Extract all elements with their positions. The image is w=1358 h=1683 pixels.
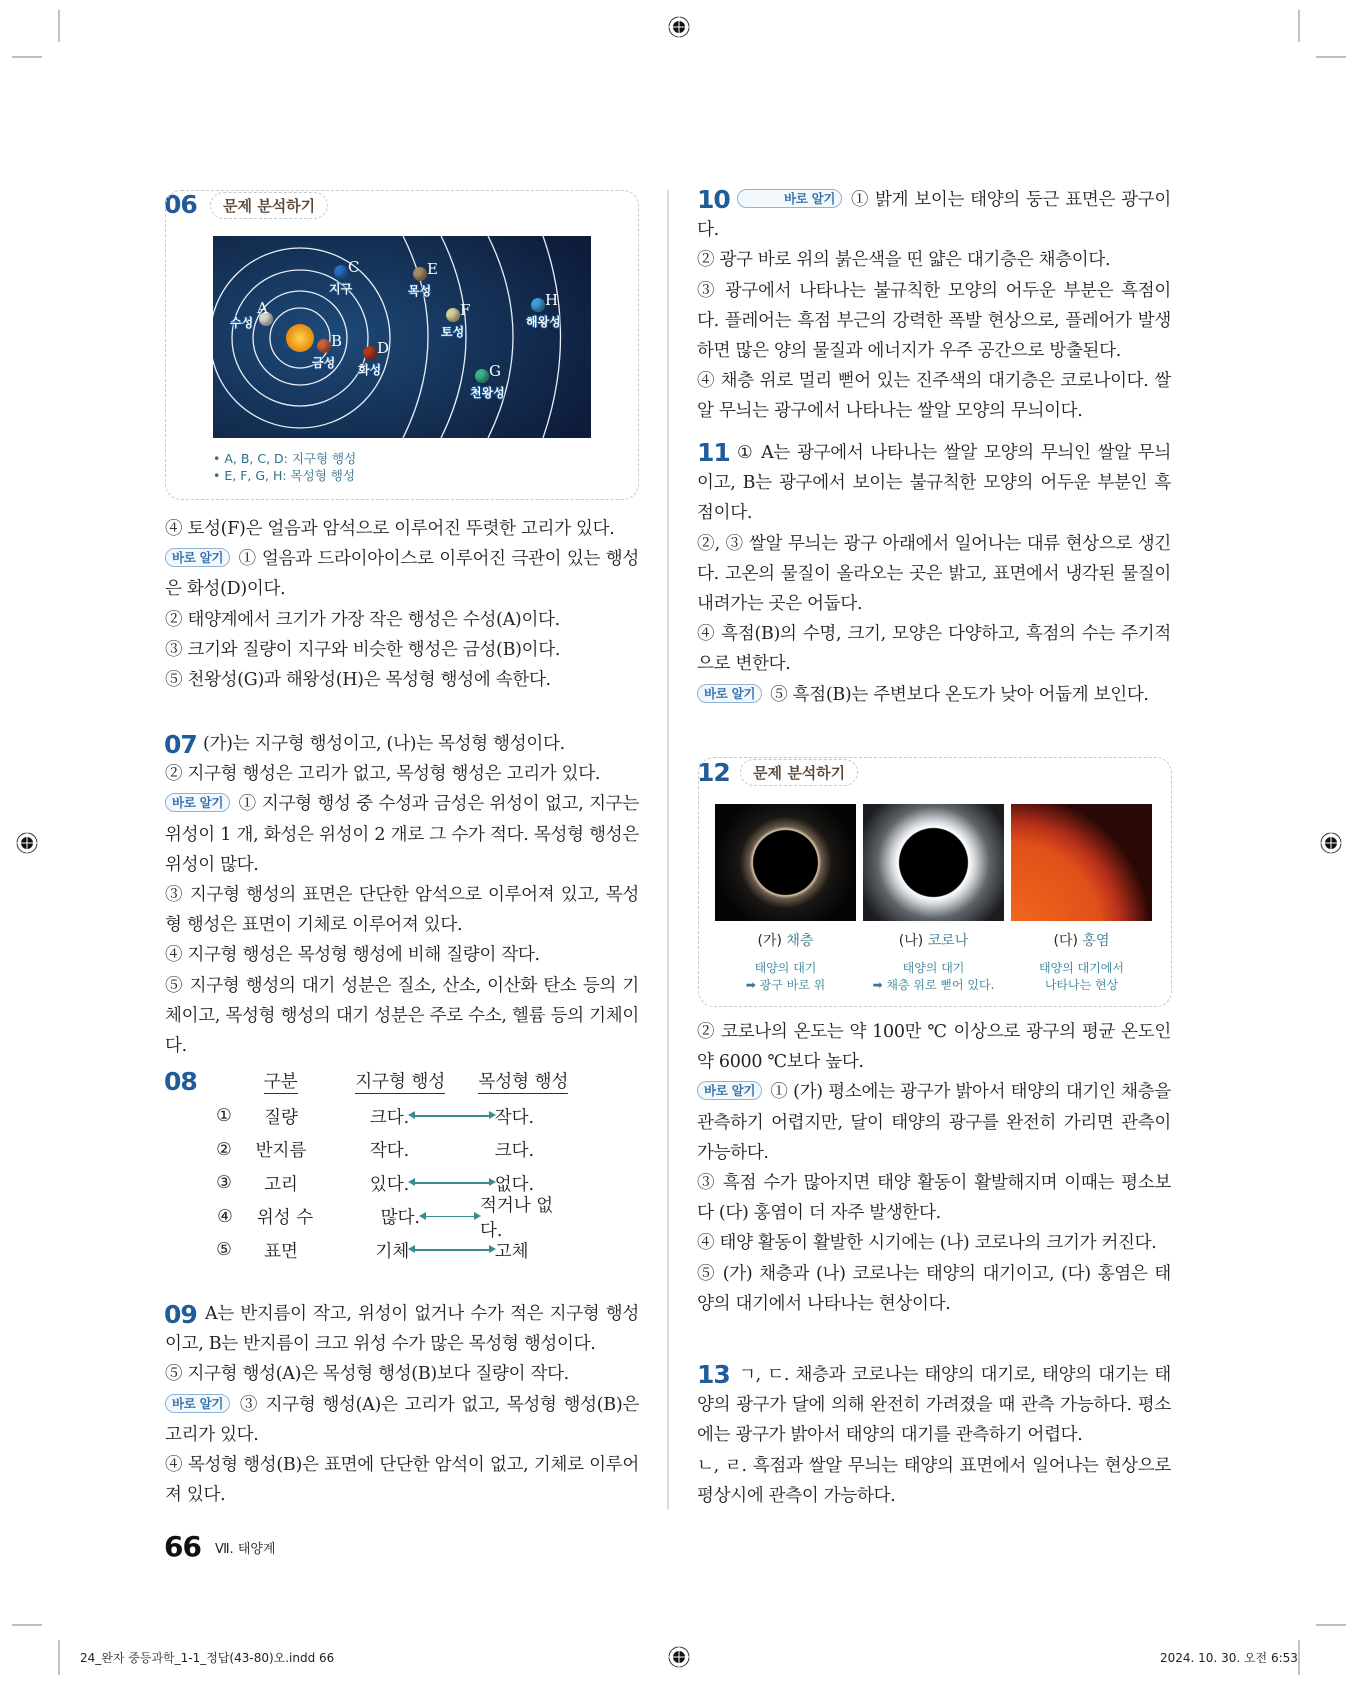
answer-text: ② 태양계에서 크기가 가장 작은 행성은 수성(A)이다.: [165, 609, 560, 630]
caption-title: [715, 930, 856, 950]
planet-name: 금성: [312, 356, 336, 370]
analysis-label-12: 문제 분석하기: [740, 759, 858, 786]
answer-text: ① (가) 평소에는 광구가 밝아서 태양의 대기인 채층을 관측하기 어렵지만, 달이 태양의 광구를 완전히 가리면 관측이 가능하다.: [697, 1082, 1171, 1163]
planet-name: 수성: [230, 316, 254, 330]
answer-text: ③ 지구형 행성의 표면은 단단한 암석으로 이루어져 있고, 목성형 행성은 표면이 기체로 이루어져 있다.: [165, 885, 639, 936]
answer-paragraph: [165, 1450, 639, 1510]
row-category: 고리: [264, 1174, 298, 1195]
table-row: [205, 1100, 585, 1134]
answer-paragraph: [165, 729, 639, 759]
answer-11: [697, 438, 1171, 710]
arrow-cell: [409, 1182, 495, 1184]
chapter-label: Ⅶ. 태양계: [215, 1542, 276, 1557]
answer-text: ②, ③ 쌀알 무늬는 광구 아래에서 일어나는 대류 현상으로 생긴다. 고온의 물질이 올라오는 곳은 밝고, 표면에서 냉각된 물질이 내려가는 곳은 어둡다.: [697, 533, 1171, 615]
terrestrial-value: 작다.: [369, 1141, 410, 1162]
arrow-cell: [409, 1249, 495, 1251]
caption-desc-1: 태양의 대기에서: [1039, 961, 1124, 975]
answer-09: [165, 1299, 639, 1510]
answer-text: ⑤ 지구형 행성의 대기 성분은 질소, 산소, 이산화 탄소 등의 기체이고, 목성형 행성의 대기 성분은 주로 수소, 헬륨 등의 기체이다.: [165, 975, 639, 1057]
answer-paragraph: [165, 544, 639, 604]
caption-tag: (나): [898, 933, 924, 949]
analysis-label-06: 문제 분석하기: [210, 192, 328, 219]
caption-desc: [863, 960, 1004, 994]
answer-paragraph: [697, 1360, 1171, 1451]
answer-paragraph: [697, 1168, 1171, 1228]
caption-desc: [715, 960, 856, 994]
answer-text: ② 지구형 행성은 고리가 없고, 목성형 행성은 고리가 있다.: [165, 764, 601, 785]
answer-text: ① A는 광구에서 나타나는 쌀알 모양의 무늬인 쌀알 무늬이고, B는 광구에서 보이는 불규칙한 모양의 어두운 부분인 흑점이다.: [697, 443, 1171, 524]
answer-paragraph: [697, 245, 1171, 275]
answer-paragraph: [165, 971, 639, 1062]
terrestrial-value: 크다.: [369, 1107, 410, 1128]
answer-paragraph: [697, 366, 1171, 426]
planet-g: [475, 369, 489, 383]
header-jovian: 목성형 행성: [478, 1072, 569, 1093]
correct-answer-badge: 바로 알기: [165, 793, 230, 812]
caption-desc-1: 태양의 대기: [902, 961, 965, 975]
answer-10: [697, 185, 1171, 427]
answer-paragraph: [165, 605, 639, 635]
registration-mark-left: [13, 829, 41, 857]
answer-13: [697, 1360, 1171, 1511]
caption-name: 홍염: [1082, 933, 1110, 949]
legend-terrestrial: • A, B, C, D: 지구형 행성: [213, 451, 357, 466]
question-number-08: 08: [164, 1067, 197, 1096]
answer-text: ① 지구형 행성 중 수성과 금성은 위성이 없고, 지구는 위성이 1 개, 화성은 위성이 2 개로 그 수가 적다. 목성형 행성은 위성이 많다.: [165, 794, 639, 875]
question-number-10: 10: [697, 185, 730, 214]
answer-text: A는 반지름이 작고, 위성이 없거나 수가 적은 지구형 행성이고, B는 반지름이 크고 위성 수가 많은 목성형 행성이다.: [165, 1304, 639, 1355]
planet-b: [317, 339, 331, 353]
planet-letter: A: [257, 299, 268, 317]
answer-text: ② 광구 바로 위의 붉은색을 띤 얇은 대기층은 채층이다.: [697, 250, 1111, 271]
answer-text: ③ 크기와 질량이 지구와 비슷한 행성은 금성(B)이다.: [165, 639, 561, 660]
double-arrow-icon: [412, 1115, 492, 1117]
planet-letter: D: [377, 339, 390, 357]
answer-text: ㄱ, ㄷ. 채층과 코로나는 태양의 대기로, 태양의 대기는 태양의 광구가 달에 의해 완전히 가려졌을 때 관측 가능하다. 평소에는 광구가 밝아서 태양의 대기를 관측하기 어렵다.: [697, 1365, 1171, 1446]
double-arrow-icon: [412, 1182, 492, 1184]
answer-text: ① 얼음과 드라이아이스로 이루어진 극관이 있는 행성은 화성(D)이다.: [165, 549, 639, 600]
photo-caption: [863, 930, 1004, 994]
answer-paragraph: [165, 635, 639, 665]
answer-paragraph: [165, 789, 639, 880]
caption-name: 채층: [786, 933, 814, 949]
planet-e: [413, 267, 427, 281]
caption-desc-1: 태양의 대기: [754, 961, 817, 975]
question-number-12: 12: [697, 758, 730, 787]
photo-caption: [1011, 930, 1152, 994]
answer-paragraph: [165, 880, 639, 940]
answer-text: ③ 지구형 행성(A)은 고리가 없고, 목성형 행성(B)은 고리가 있다.: [165, 1394, 639, 1445]
jovian-value: 크다.: [494, 1141, 535, 1162]
planet-h: [531, 298, 545, 312]
correct-answer-badge: 바로 알기: [165, 1394, 230, 1413]
table-row: [205, 1195, 585, 1241]
planet-letter: F: [460, 301, 471, 319]
answer-07: [165, 729, 639, 1061]
row-category: 위성 수: [256, 1208, 314, 1229]
answer-paragraph: [697, 1077, 1171, 1168]
question-number-06: 06: [164, 190, 197, 219]
caption-desc: [1011, 960, 1152, 994]
chromosphere-photo: [715, 804, 856, 921]
table-row: [205, 1234, 585, 1268]
answer-text: ⑤ 지구형 행성(A)은 목성형 행성(B)보다 질량이 작다.: [165, 1364, 569, 1385]
answer-text: ③ 흑점 수가 많아지면 태양 활동이 활발해지며 이때는 평소보다 (다) 홍염이 더 자주 발생한다.: [697, 1173, 1171, 1224]
caption-title: [1011, 930, 1152, 950]
caption-name: 코로나: [927, 933, 969, 949]
row-number: ②: [216, 1139, 232, 1160]
answer-text: ④ 목성형 행성(B)은 표면에 단단한 암석이 없고, 기체로 이루어져 있다.: [165, 1455, 639, 1506]
planet-name: 토성: [441, 325, 465, 339]
jovian-value: 작다.: [494, 1107, 535, 1128]
planet-d: [363, 346, 377, 360]
terrestrial-value: 기체: [375, 1241, 410, 1262]
planet-letter: G: [489, 362, 501, 380]
terrestrial-value: 많다.: [380, 1208, 420, 1229]
answer-paragraph: [165, 1299, 639, 1359]
header-terrestrial: 지구형 행성: [355, 1072, 446, 1093]
planet-letter: C: [348, 258, 360, 276]
answer-paragraph: [697, 680, 1171, 710]
answer-paragraph: [697, 1259, 1171, 1319]
correct-answer-badge: 바로 알기: [697, 684, 762, 703]
answer-text: ④ 태양 활동이 활발한 시기에는 (나) 코로나의 크기가 커진다.: [697, 1233, 1157, 1254]
answer-text: ④ 채층 위로 멀리 뻗어 있는 진주색의 대기층은 코로나이다. 쌀알 무늬는 광구에서 나타나는 쌀알 모양의 무늬이다.: [697, 371, 1171, 422]
answer-paragraph: [697, 438, 1171, 529]
answer-06: [165, 514, 639, 695]
answer-text: ③ 광구에서 나타나는 불규칙한 모양의 어두운 부분은 흑점이다. 플레어는 흑점 부근의 강력한 폭발 현상으로, 플레어가 발생하면 많은 양의 물질과 에너지가 우주 공간으로 방출된다.: [697, 280, 1171, 362]
header-category: 구분: [263, 1072, 298, 1093]
terrestrial-value: 있다.: [369, 1174, 410, 1195]
planet-f: [446, 308, 460, 322]
double-arrow-icon: [412, 1249, 492, 1251]
arrow-cell: [409, 1115, 495, 1117]
registration-mark-bottom: [665, 1643, 693, 1671]
planet-name: 천왕성: [470, 386, 505, 400]
question-number-11: 11: [697, 438, 730, 467]
answer-paragraph: [165, 665, 639, 695]
planet-c: [334, 265, 348, 279]
answer-paragraph: [697, 276, 1171, 367]
jovian-value: 고체: [494, 1241, 529, 1262]
jovian-value: 없다.: [494, 1174, 535, 1195]
planet-layer: [213, 236, 591, 438]
footer-filename: 24_완자 중등과학_1-1_정답(43-80)오.indd 66: [80, 1651, 335, 1665]
comparison-table-08: [205, 1066, 585, 1267]
answer-text: ② 코로나의 온도는 약 100만 ℃ 이상으로 광구의 평균 온도인 약 6000 ℃보다 높다.: [697, 1022, 1171, 1073]
answer-12: [697, 1017, 1171, 1319]
answer-paragraph: [165, 514, 639, 544]
answer-paragraph: [165, 1390, 639, 1450]
correct-answer-badge: 바로 알기: [165, 548, 230, 567]
answer-text: ④ 흑점(B)의 수명, 크기, 모양은 다양하고, 흑점의 수는 주기적으로 변한다.: [697, 624, 1171, 675]
diagram-legend: [213, 450, 356, 484]
planet-name: 화성: [358, 363, 382, 377]
row-number: ①: [216, 1106, 232, 1127]
answer-text: ④ 토성(F)은 얼음과 암석으로 이루어진 뚜렷한 고리가 있다.: [165, 519, 615, 539]
question-number-07: 07: [164, 730, 197, 759]
answer-paragraph: [697, 1228, 1171, 1258]
arrow-cell: [420, 1216, 480, 1218]
legend-jovian: • E, F, G, H: 목성형 행성: [213, 468, 355, 483]
row-number: ④: [217, 1206, 233, 1227]
planet-name: 목성: [408, 284, 432, 298]
registration-mark-right: [1317, 829, 1345, 857]
answer-paragraph: [165, 759, 639, 789]
planet-name: 해왕성: [526, 315, 561, 329]
row-number: ⑤: [216, 1240, 232, 1261]
caption-tag: (가): [757, 933, 782, 949]
answer-text: (가)는 지구형 행성이고, (나)는 목성형 행성이다.: [203, 734, 565, 754]
table-header: [205, 1066, 585, 1100]
answer-paragraph: [697, 529, 1171, 620]
answer-paragraph: [697, 185, 1171, 245]
caption-desc-2: ➡ 채층 위로 뻗어 있다.: [872, 978, 995, 992]
answer-text: ⑤ 천왕성(G)과 해왕성(H)은 목성형 행성에 속한다.: [165, 670, 551, 691]
answer-text: ① 밝게 보이는 태양의 둥근 표면은 광구이다.: [697, 190, 1171, 241]
planet-letter: B: [331, 332, 343, 350]
correct-answer-badge: 바로 알기: [737, 189, 842, 208]
photo-caption: [715, 930, 856, 994]
row-category: 질량: [264, 1107, 298, 1128]
double-arrow-icon: [423, 1216, 477, 1218]
caption-desc-2: ➡ 광구 바로 위: [745, 978, 826, 992]
caption-title: [863, 930, 1004, 950]
row-category: 반지름: [255, 1141, 307, 1162]
caption-desc-2: 나타나는 현상: [1044, 978, 1119, 992]
answer-paragraph: [697, 619, 1171, 679]
answer-text: ⑤ (가) 채층과 (나) 코로나는 태양의 대기이고, (다) 홍염은 태양의 대기에서 나타나는 현상이다.: [697, 1263, 1171, 1314]
answer-text: ⑤ 흑점(B)는 주변보다 온도가 낮아 어둡게 보인다.: [770, 684, 1149, 705]
answer-paragraph: [697, 1017, 1171, 1077]
correct-answer-badge: 바로 알기: [697, 1081, 762, 1100]
footer-timestamp: 2024. 10. 30. 오전 6:53: [1160, 1651, 1298, 1665]
answer-paragraph: [165, 940, 639, 970]
corona-photo: [863, 804, 1004, 921]
page-number: 66: [164, 1530, 201, 1563]
caption-tag: (다): [1053, 933, 1078, 949]
answer-paragraph: [697, 1451, 1171, 1511]
planet-name: 지구: [329, 282, 353, 296]
row-number: ③: [216, 1173, 232, 1194]
planet-letter: H: [545, 291, 559, 309]
question-number-09: 09: [164, 1300, 197, 1329]
answer-text: ㄴ, ㄹ. 흑점과 쌀알 무늬는 태양의 표면에서 일어나는 현상으로 평상시에 관측이 가능하다.: [697, 1455, 1171, 1506]
table-row: [205, 1133, 585, 1167]
answer-text: ④ 지구형 행성은 목성형 행성에 비해 질량이 작다.: [165, 945, 540, 966]
prominence-photo: [1011, 804, 1152, 921]
jovian-value: 적거나 없다.: [480, 1195, 554, 1241]
planet-letter: E: [427, 260, 438, 278]
arrow-cell: [409, 1149, 495, 1151]
question-number-13: 13: [697, 1360, 730, 1389]
row-category: 표면: [264, 1241, 298, 1262]
answer-paragraph: [165, 1359, 639, 1389]
registration-mark-top: [665, 13, 693, 41]
